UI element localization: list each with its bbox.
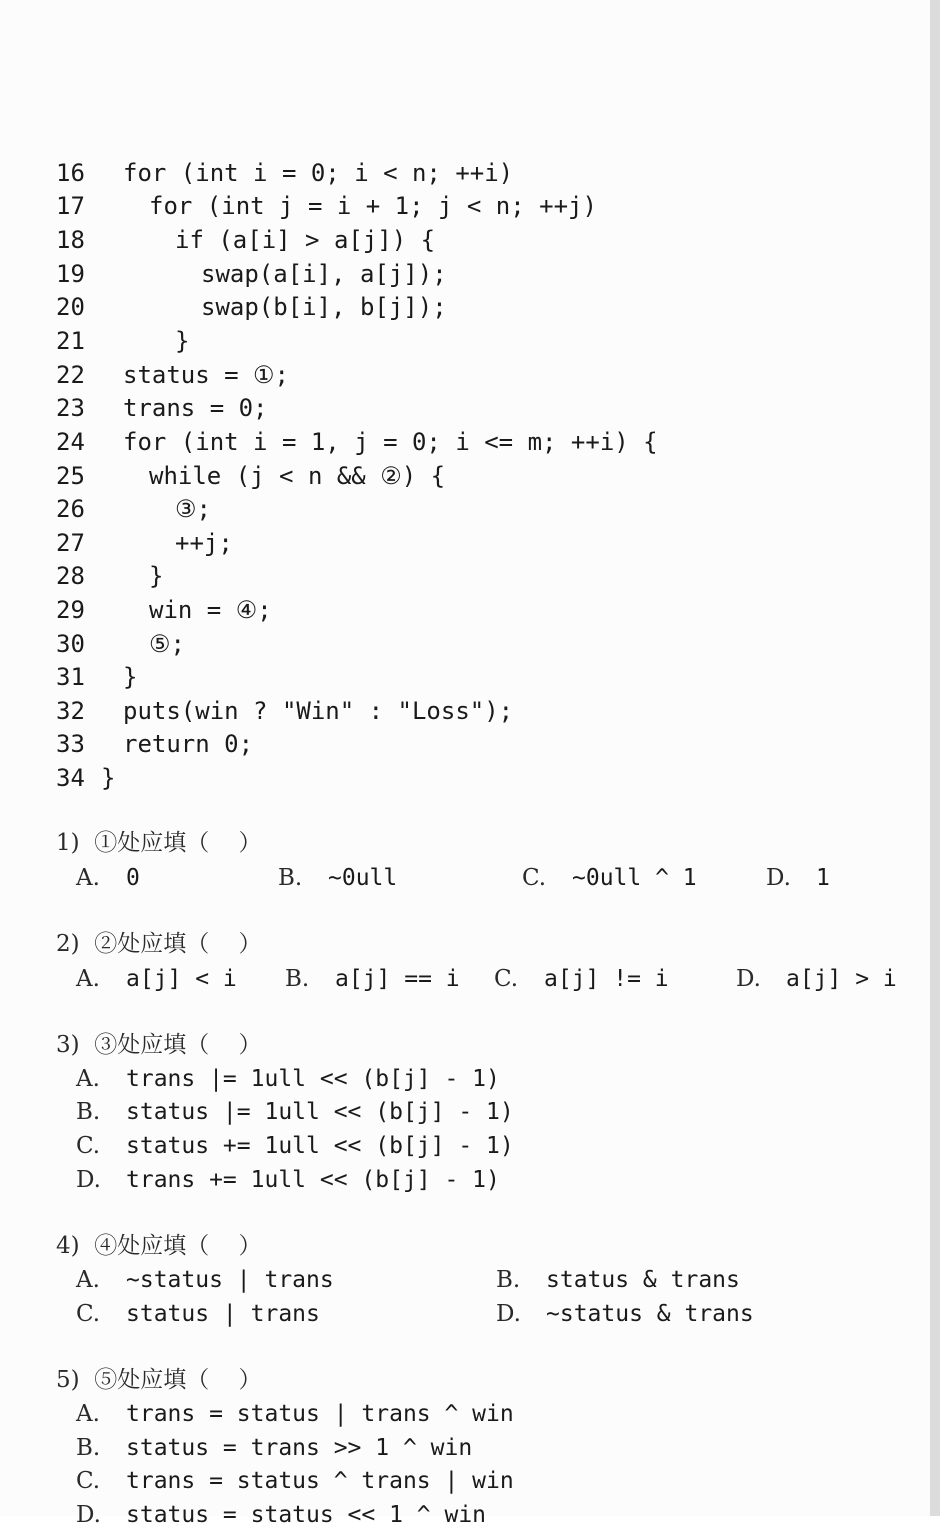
line-number: 25	[56, 462, 85, 490]
option-label: D.	[496, 1301, 521, 1327]
code-line	[56, 324, 189, 358]
code-line	[56, 526, 233, 560]
line-number: 34	[56, 764, 85, 792]
option-text: status |= 1ull << (b[j] - 1)	[126, 1099, 514, 1125]
option-label: C.	[494, 966, 519, 992]
code-line	[56, 492, 211, 526]
question-title: 5) ⑤处应填（ ）	[56, 1367, 262, 1393]
option-text: status += 1ull << (b[j] - 1)	[126, 1133, 514, 1159]
code-line	[56, 189, 597, 223]
option-label: B.	[278, 865, 303, 891]
option-label: C.	[76, 1468, 101, 1494]
line-number: 33	[56, 730, 85, 758]
option-a	[76, 1062, 500, 1096]
option-text: status = trans >> 1 ^ win	[126, 1435, 473, 1461]
option-c	[76, 1297, 320, 1331]
code-line	[56, 559, 163, 593]
line-number: 27	[56, 529, 85, 557]
option-text: ~0ull	[328, 865, 398, 891]
question-title: 3) ③处应填（ ）	[56, 1032, 262, 1058]
option-b	[76, 1431, 472, 1465]
option-text: ~status | trans	[126, 1267, 334, 1293]
page-edge-shadow	[930, 0, 940, 1516]
line-number: 31	[56, 663, 85, 691]
code-line	[56, 425, 658, 459]
line-number: 16	[56, 159, 85, 187]
option-c	[76, 1464, 514, 1498]
code-text: status = ①;	[123, 361, 290, 389]
option-label: D.	[766, 865, 791, 891]
option-label: B.	[76, 1435, 101, 1461]
option-label: B.	[496, 1267, 521, 1293]
option-text: status & trans	[546, 1267, 740, 1293]
code-line	[56, 459, 445, 493]
option-text: ~0ull ^ 1	[572, 865, 697, 891]
line-number: 24	[56, 428, 85, 456]
option-a	[76, 1263, 334, 1297]
code-line	[56, 727, 253, 761]
option-label: C.	[76, 1133, 101, 1159]
question-title: 4) ④处应填（ ）	[56, 1233, 262, 1259]
code-text: swap(b[i], b[j]);	[201, 293, 447, 321]
option-label: A.	[76, 1401, 100, 1427]
option-b	[76, 1095, 514, 1129]
option-a	[76, 962, 237, 996]
option-b	[496, 1263, 740, 1297]
question-title: 2) ②处应填（ ）	[56, 931, 262, 957]
option-d	[496, 1297, 754, 1331]
option-label: D.	[76, 1502, 101, 1528]
option-text: a[j] < i	[126, 966, 237, 992]
code-line	[56, 257, 447, 291]
code-text: return 0;	[123, 730, 254, 758]
code-text: while (j < n && ②) {	[149, 462, 446, 490]
line-number: 20	[56, 293, 85, 321]
code-line	[56, 223, 435, 257]
code-text: win = ④;	[149, 596, 272, 624]
option-label: A.	[76, 966, 100, 992]
code-line	[56, 358, 289, 392]
option-d	[76, 1163, 500, 1197]
option-label: A.	[76, 1267, 100, 1293]
code-line	[56, 694, 513, 728]
option-label: B.	[285, 966, 310, 992]
option-text: a[j] > i	[786, 966, 897, 992]
line-number: 19	[56, 260, 85, 288]
line-number: 18	[56, 226, 85, 254]
question-title: 1) ①处应填（ ）	[56, 830, 262, 856]
line-number: 23	[56, 394, 85, 422]
option-text: status = status << 1 ^ win	[126, 1502, 487, 1528]
option-b	[285, 962, 460, 996]
option-c	[522, 861, 697, 895]
code-text: }	[149, 562, 164, 590]
line-number: 26	[56, 495, 85, 523]
option-text: a[j] == i	[335, 966, 460, 992]
option-d	[76, 1498, 486, 1532]
option-text: status | trans	[126, 1301, 320, 1327]
line-number: 32	[56, 697, 85, 725]
code-text: for (int j = i + 1; j < n; ++j)	[149, 192, 597, 220]
option-label: A.	[76, 1066, 100, 1092]
code-text: if (a[i] > a[j]) {	[175, 226, 436, 254]
code-line	[56, 290, 447, 324]
code-text: ⑤;	[149, 630, 185, 658]
code-line	[56, 593, 272, 627]
option-label: C.	[76, 1301, 101, 1327]
option-label: B.	[76, 1099, 101, 1125]
code-text: }	[123, 663, 138, 691]
option-c	[494, 962, 669, 996]
line-number: 17	[56, 192, 85, 220]
code-text: trans = 0;	[123, 394, 268, 422]
option-d	[736, 962, 897, 996]
option-d	[766, 861, 830, 895]
line-number: 22	[56, 361, 85, 389]
option-text: trans |= 1ull << (b[j] - 1)	[126, 1066, 500, 1092]
option-label: A.	[76, 865, 100, 891]
option-c	[76, 1129, 514, 1163]
option-label: D.	[76, 1167, 101, 1193]
code-line	[56, 660, 137, 694]
option-text: trans = status | trans ^ win	[126, 1401, 514, 1427]
option-a	[76, 1397, 514, 1431]
option-label: C.	[522, 865, 547, 891]
line-number: 28	[56, 562, 85, 590]
code-text: for (int i = 1, j = 0; i <= m; ++i) {	[123, 428, 658, 456]
code-text: }	[175, 327, 190, 355]
line-number: 29	[56, 596, 85, 624]
code-text: puts(win ? "Win" : "Loss");	[123, 697, 514, 725]
code-text: swap(a[i], a[j]);	[201, 260, 447, 288]
option-text: trans = status ^ trans | win	[126, 1468, 514, 1494]
option-a	[76, 861, 140, 895]
code-line	[56, 627, 185, 661]
option-text: a[j] != i	[544, 966, 669, 992]
code-text: for (int i = 0; i < n; ++i)	[123, 159, 514, 187]
line-number: 30	[56, 630, 85, 658]
option-label: D.	[736, 966, 761, 992]
option-b	[278, 861, 397, 895]
option-text: ~status & trans	[546, 1301, 754, 1327]
option-text: trans += 1ull << (b[j] - 1)	[126, 1167, 500, 1193]
code-line	[56, 156, 513, 190]
line-number: 21	[56, 327, 85, 355]
code-line	[56, 391, 268, 425]
option-text: 0	[126, 865, 140, 891]
code-line	[56, 761, 115, 795]
code-text: ++j;	[175, 529, 233, 557]
code-text: }	[101, 764, 116, 792]
code-text: ③;	[175, 495, 211, 523]
option-text: 1	[816, 865, 830, 891]
